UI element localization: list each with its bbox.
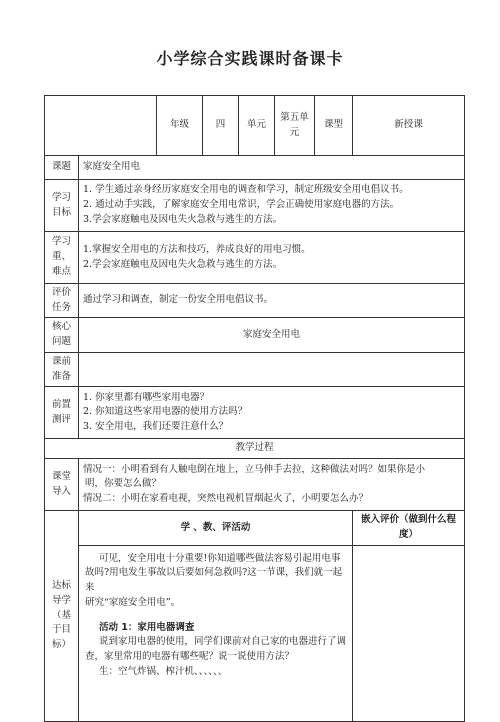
core-question-row: [45, 318, 465, 352]
intro-row: [45, 459, 465, 511]
objectives-list: [79, 180, 465, 232]
key-points-label: 学习重、难点: [45, 232, 79, 284]
embedded-eval-content: [353, 545, 465, 721]
intro-line: 明，你要怎么做？: [85, 478, 162, 490]
activity-intro-line: 研究“家庭安全用电”。: [85, 596, 181, 608]
unit-value: 第五单元: [275, 96, 315, 156]
evaluation-label: 评价任务: [45, 284, 79, 318]
key-points-list: [79, 232, 465, 284]
evaluation-value: 通过学习和调查，制定一份安全用电倡议书。: [79, 284, 465, 318]
key-point-item: 2.学会家庭触电及因电失火急救与逃生的方法。: [83, 258, 283, 270]
pretest-list: [79, 387, 465, 439]
header-row: [45, 96, 465, 156]
topic-value: 家庭安全用电: [79, 156, 465, 180]
objective-item: 2. 通过动手实践，了解家庭安全用电常识，学会正确使用家庭电器的方法。: [83, 199, 400, 211]
objectives-row: [45, 180, 465, 232]
activities-content: [79, 545, 353, 721]
activity1-title: 活动 1：家用电器调查: [99, 621, 195, 633]
core-question-value: 家庭安全用电: [79, 318, 465, 352]
topic-label: 课题: [45, 156, 79, 180]
preparation-label: 课前准备: [45, 352, 79, 386]
unit-label: 单元: [239, 96, 275, 156]
intro-label: 课堂导入: [45, 459, 79, 511]
page-title: 小学综合实践课时备课卡: [156, 49, 344, 68]
activities-label: 达标导学（基于目标）: [45, 511, 79, 721]
embedded-eval-col-title: 嵌入评价（做到什么程度）: [353, 511, 465, 545]
intro-text: [79, 459, 465, 511]
process-title: 教学过程: [45, 439, 465, 459]
grade-label: 年级: [157, 96, 203, 156]
preparation-row: [45, 352, 465, 386]
key-point-item: 1.掌握安全用电的方法和技巧，养成良好的用电习惯。: [83, 243, 311, 255]
pretest-label: 前置测评: [45, 387, 79, 439]
evaluation-row: [45, 284, 465, 318]
process-title-row: [45, 439, 465, 459]
intro-line: 情况二：小明在家看电视，突然电视机冒烟起火了，小明要怎么办？: [83, 493, 369, 505]
objectives-label: 学习目标: [45, 180, 79, 232]
lesson-card-table: [44, 95, 465, 722]
key-points-row: [45, 232, 465, 284]
type-value: 新授课: [353, 96, 465, 156]
activity-intro-line: 可见，安全用电十分重要!你知道哪些做法容易引起用电事: [99, 552, 341, 564]
topic-row: [45, 156, 465, 180]
pretest-row: [45, 387, 465, 439]
pretest-item: 3. 安全用电，我们还要注意什么？: [83, 421, 229, 433]
activity-intro-line: 故吗?用电发生事故以后要如何急救吗?这一节课，我们就一起来: [85, 567, 343, 594]
core-question-label: 核心问题: [45, 318, 79, 352]
objective-item: 3.学会家庭触电及因电失火急救与逃生的方法。: [83, 213, 283, 225]
grade-value: 四: [203, 96, 239, 156]
activities-col-title: 学 、教、评活动: [79, 511, 353, 545]
pretest-item: 2. 你知道这些家用电器的使用方法吗？: [83, 406, 248, 418]
pretest-item: 1. 你家里都有哪些家用电器？: [83, 391, 210, 403]
intro-line: 情况一：小明看到有人触电倒在地上，立马伸手去拉，这种做法对吗？如果你是小: [83, 463, 426, 475]
activities-header-row: [45, 511, 465, 545]
objective-item: 1. 学生通过亲身经历家庭安全用电的调查和学习，制定班级安全用电倡议书。: [83, 184, 409, 196]
activity1-line: 生：空气炸锅、榨汁机、、、、、、: [99, 665, 228, 677]
type-label: 课型: [315, 96, 353, 156]
activity1-line: 说到家用电器的使用，同学们课前对自己家的电器进行了调: [99, 636, 347, 648]
activity1-line: 查，家里常用的电器有哪些呢？说一说使用方法？: [85, 651, 295, 663]
activities-body-row: [45, 545, 465, 721]
preparation-value: [79, 352, 465, 386]
